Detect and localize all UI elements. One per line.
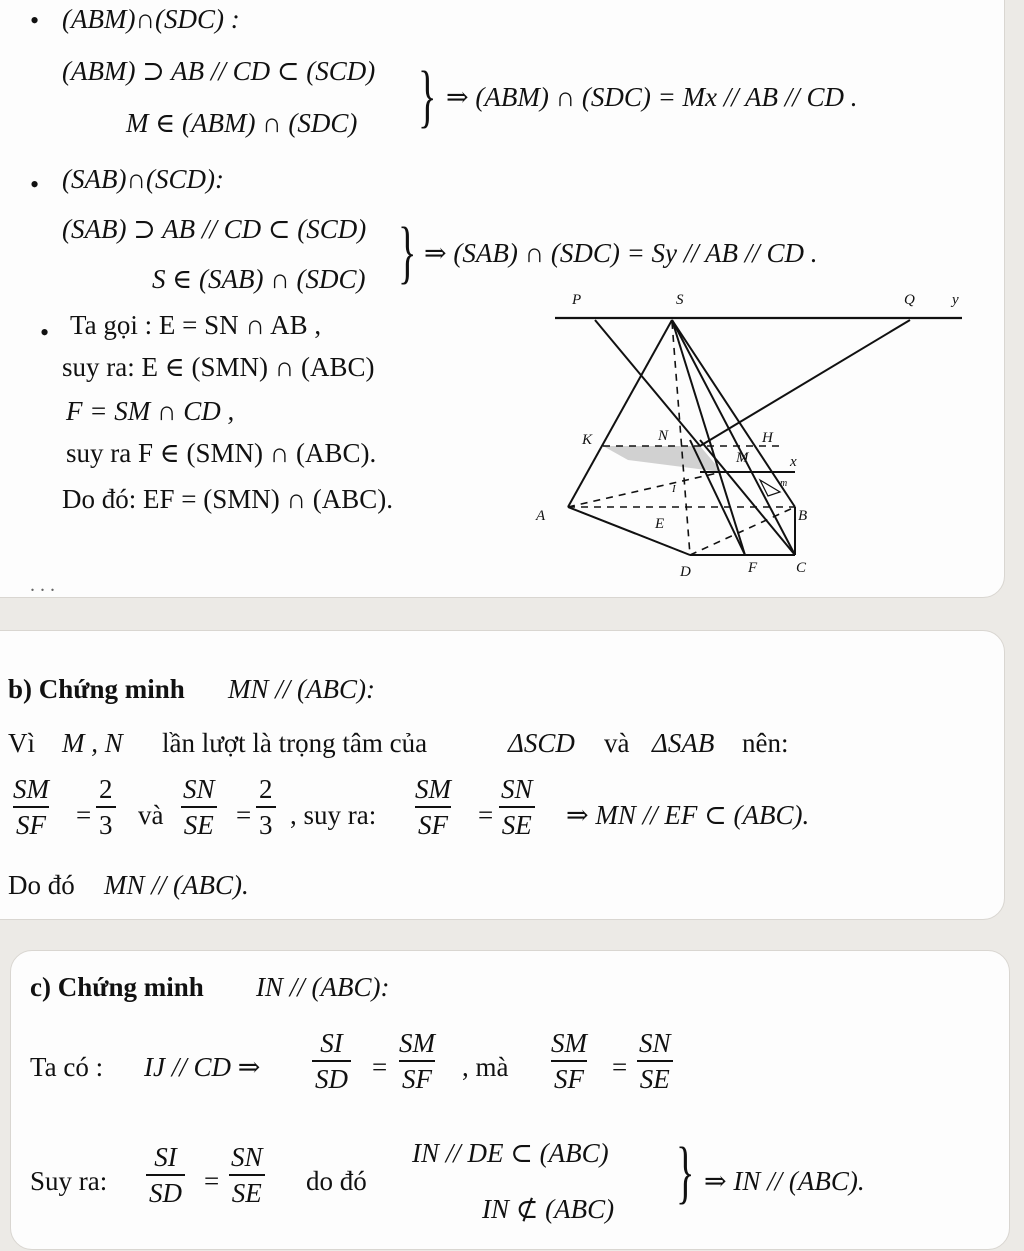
part-b-va-2: và [138, 800, 164, 830]
fraction-2-3: $\frac{2}{3}$ [256, 772, 276, 842]
bullet3-title: Ta gọi : E = SN ∩ AB , [70, 310, 322, 340]
fraction-sn-se: $\frac{SN}{SE}$ [498, 772, 536, 842]
pyramid-figure [0, 0, 1024, 600]
line-am-hidden [568, 472, 722, 507]
suy-ra-line-2: suy ra F ∈ (SMN) ∩ (ABC). [66, 438, 377, 468]
fraction-2-3: $\frac{2}{3}$ [96, 772, 116, 842]
bullet2-line1: (SAB) ⊃ AB // CD ⊂ (SCD) [62, 214, 367, 244]
label-e: E [655, 516, 665, 532]
equals-sign: = [612, 1052, 628, 1082]
part-c-suy-ra: Suy ra: [30, 1166, 108, 1196]
part-c-heading-math: IN // (ABC): [256, 972, 390, 1002]
bullet1-line1: (ABM) ⊃ AB // CD ⊂ (SCD) [62, 56, 376, 86]
fraction-sn-se: $\frac{SN}{SE}$ [228, 1140, 266, 1210]
part-c-system-line2: IN ⊄ (ABC) [482, 1194, 615, 1224]
part-c-do-do: do đó [306, 1166, 367, 1196]
brace-right: } [418, 58, 437, 135]
equals-sign: = [204, 1166, 220, 1196]
part-c-ma: , mà [462, 1052, 509, 1082]
label-f: F [748, 560, 758, 576]
brace-right: } [676, 1134, 695, 1211]
ellipsis: . . . [30, 574, 55, 596]
bullet1-result: ⇒ (ABM) ∩ (SDC) = Mx // AB // CD . [446, 82, 858, 112]
suy-ra-line-1: suy ra: E ∈ (SMN) ∩ (ABC) [62, 352, 375, 382]
equals-sign: = [236, 800, 252, 830]
part-b-heading: b) Chứng minh [8, 674, 185, 704]
label-s: S [676, 292, 684, 308]
part-b-heading-math: MN // (ABC): [228, 674, 375, 704]
part-b-do-do: Do đó [8, 870, 75, 900]
label-h: H [762, 430, 773, 446]
label-p: P [572, 292, 582, 308]
bullet2-result: ⇒ (SAB) ∩ (SDC) = Sy // AB // CD . [424, 238, 818, 268]
line-sd-hidden [672, 322, 690, 555]
fraction-sm-sf: $\frac{SM}{SF}$ [551, 1028, 587, 1094]
part-c-system-line1: IN // DE ⊂ (ABC) [412, 1138, 609, 1168]
bullet2-line2: S ∈ (SAB) ∩ (SDC) [152, 264, 366, 294]
label-m-small: m [780, 478, 788, 489]
part-b-vi: Vì [8, 728, 35, 758]
part-b-conclusion: MN // (ABC). [104, 870, 249, 900]
bullet2-title: (SAB)∩(SCD): [62, 164, 224, 194]
equals-sign: = [372, 1052, 388, 1082]
part-b-suy-ra: , suy ra: [290, 800, 377, 830]
label-d: D [680, 564, 691, 580]
label-n: N [658, 428, 669, 444]
part-c-heading: c) Chứng minh [30, 972, 204, 1002]
fraction-sn-se: $\frac{SN}{SE}$ [636, 1026, 674, 1096]
part-b-va: và [604, 728, 630, 758]
part-c-ij-cd: IJ // CD ⇒ [144, 1052, 261, 1082]
fraction-sm-sf: $\frac{SM}{SF}$ [415, 774, 451, 840]
bullet-1: • [30, 6, 40, 35]
f-definition: F = SM ∩ CD , [66, 396, 235, 426]
part-b-sab: ΔSAB [652, 728, 715, 758]
part-b-result: ⇒ MN // EF ⊂ (ABC). [566, 800, 810, 830]
line-sa [568, 320, 672, 507]
bullet1-line2: M ∈ (ABM) ∩ (SDC) [126, 108, 358, 138]
label-q: Q [904, 292, 915, 308]
label-b: B [798, 508, 808, 524]
part-b-lan-luot: lần lượt là trọng tâm của [162, 728, 428, 758]
fraction-si-sd: $\frac{SI}{SD}$ [146, 1140, 185, 1210]
label-c: C [796, 560, 807, 576]
part-b-scd: ΔSCD [508, 728, 575, 758]
bullet1-title: (ABM)∩(SDC) : [62, 4, 240, 34]
part-b-mn: M , N [62, 728, 123, 758]
label-x: x [790, 454, 797, 470]
part-c-ta-co: Ta có : [30, 1052, 104, 1082]
do-do-line: Do đó: EF = (SMN) ∩ (ABC). [62, 484, 393, 514]
label-a: A [536, 508, 546, 524]
label-y: y [952, 292, 959, 308]
line-sb [672, 320, 795, 507]
label-k: K [582, 432, 593, 448]
line-qn [700, 320, 910, 446]
label-i: I [672, 483, 676, 495]
fraction-sm-sf: $\frac{SM}{SF}$ [13, 774, 49, 840]
fraction-sn-se: $\frac{SN}{SE}$ [180, 772, 218, 842]
line-ad [568, 507, 690, 555]
part-b-nen: nên: [742, 728, 789, 758]
bullet-3: • [40, 318, 50, 347]
brace-right: } [398, 214, 417, 291]
equals-sign: = [76, 800, 92, 830]
bullet-2: • [30, 170, 40, 199]
part-c-result: ⇒ IN // (ABC). [704, 1166, 865, 1196]
label-m: M [736, 450, 749, 466]
fraction-sm-sf: $\frac{SM}{SF}$ [399, 1028, 435, 1094]
equals-sign: = [478, 800, 494, 830]
fraction-si-sd: $\frac{SI}{SD}$ [312, 1026, 351, 1096]
